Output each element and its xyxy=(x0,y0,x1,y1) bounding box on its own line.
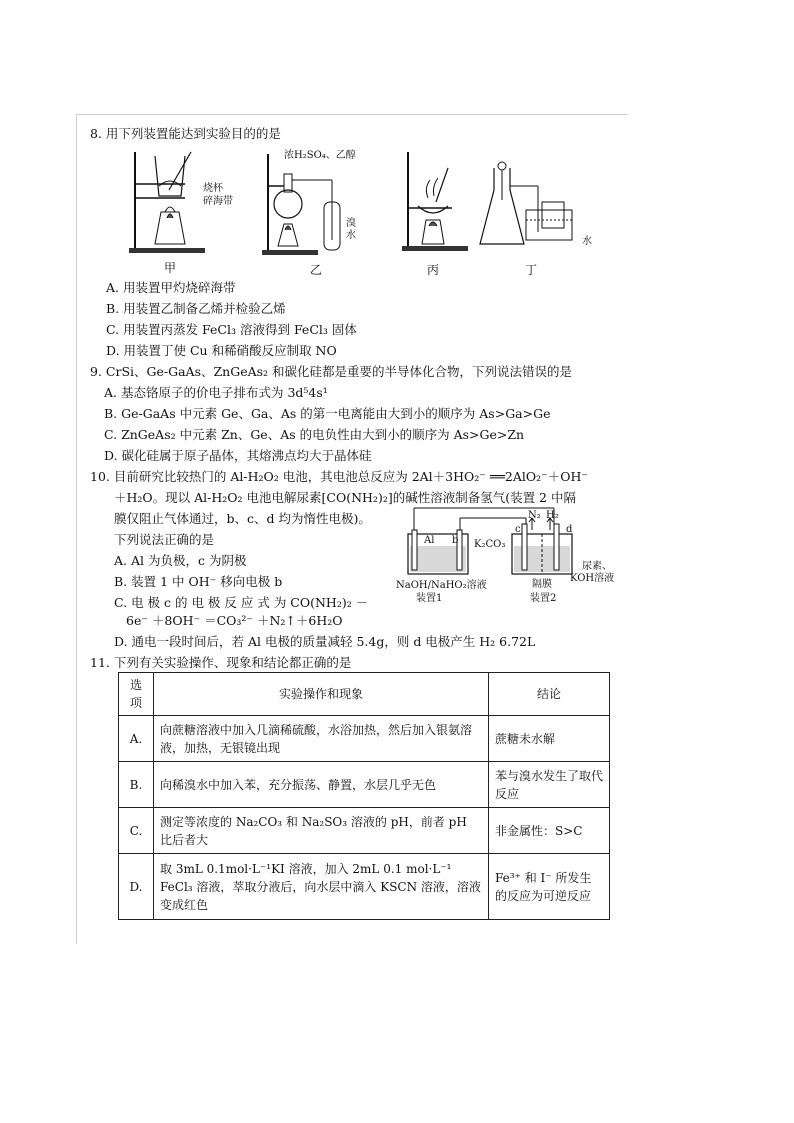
q8-option-b: B. 用装置乙制备乙烯并检验乙烯 xyxy=(106,301,286,316)
caption-jia: 甲 xyxy=(164,261,177,275)
electrode-c-label: c xyxy=(515,524,521,535)
q10-line-2: ＋H₂O。现以 Al-H₂O₂ 电池电解尿素[CO(NH₂)₂]的碱性溶液制备氢气(装置 2 中隔 xyxy=(114,490,576,505)
q9-option-a: A. 基态铬原子的价电子排布式为 3d⁵4s¹ xyxy=(104,385,328,400)
caption-yi: 乙 xyxy=(310,263,323,277)
table-row xyxy=(119,854,610,920)
table-header-row xyxy=(119,673,610,716)
electrode-al-label: Al xyxy=(424,535,435,546)
q9-option-c: C. ZnGeAs₂ 中元素 Zn、Ge、As 的电负性由大到小的顺序为 As>Ge>Zn xyxy=(104,427,525,442)
label-seaweed: 碎海带 xyxy=(203,196,233,207)
electrode-d-label: d xyxy=(566,524,573,535)
gas-h2-label: H₂ xyxy=(546,510,559,521)
label-reagents: 浓H₂SO₄、乙醇 xyxy=(284,150,356,161)
apparatus-yi-diagram xyxy=(262,150,354,258)
q11-table xyxy=(118,672,610,920)
membrane-label: 隔膜 xyxy=(532,579,552,590)
device-2-label: 装置2 xyxy=(530,593,557,604)
row-d-conclusion: Fe³⁺ 和 I⁻ 所发生的反应为可逆反应 xyxy=(489,854,610,920)
row-a-conclusion: 蔗糖未水解 xyxy=(489,716,610,762)
q8-stem: 8. 用下列装置能达到实验目的的是 xyxy=(90,126,281,141)
q10-line-4: 下列说法正确的是 xyxy=(114,532,215,547)
q10-option-b: B. 装置 1 中 OH⁻ 移向电极 b xyxy=(114,574,283,589)
row-b-operation: 向稀溴水中加入苯，充分振荡、静置，水层几乎无色 xyxy=(154,762,489,808)
caption-ding: 丁 xyxy=(525,263,538,277)
urea-label-1: 尿素、 xyxy=(582,561,612,572)
urea-label-2: KOH溶液 xyxy=(570,573,615,584)
q10-option-d: D. 通电一段时间后，若 Al 电极的质量减轻 5.4g，则 d 电极产生 H₂ 6.72L xyxy=(114,634,536,649)
gas-n2-label: N₂ xyxy=(528,510,541,521)
q11-stem: 11. 下列有关实验操作、现象和结论都正确的是 xyxy=(90,655,352,670)
row-c-operation: 测定等浓度的 Na₂CO₃ 和 Na₂SO₃ 溶液的 pH，前者 pH 比后者大 xyxy=(154,808,489,854)
row-c-conclusion: 非金属性：S>C xyxy=(489,808,610,854)
header-conclusion: 结论 xyxy=(489,673,610,716)
header-option: 选项 xyxy=(119,673,154,716)
row-b-conclusion: 苯与溴水发生了取代反应 xyxy=(489,762,610,808)
label-bromine-2: 水 xyxy=(346,230,356,241)
q9-option-b: B. Ge-GaAs 中元素 Ge、Ga、As 的第一电离能由大到小的顺序为 As>Ga>Ge xyxy=(104,406,551,421)
q10-line-1: 10. 目前研究比较热门的 Al-H₂O₂ 电池，其电池总反应为 2Al＋3HO₂⁻ ══2AlO₂⁻＋OH⁻ xyxy=(90,469,588,484)
q9-option-d: D. 碳化硅属于原子晶体，其熔沸点均大于晶体硅 xyxy=(104,448,372,463)
device-1-label: 装置1 xyxy=(416,593,443,604)
electrode-b-label: b xyxy=(452,535,459,546)
row-c-option: C. xyxy=(119,808,154,854)
solution-1-label: NaOH/NaHO₂溶液 xyxy=(396,580,487,591)
label-beaker: 烧杯 xyxy=(203,183,223,194)
page-border-top xyxy=(76,114,628,115)
k2co3-label: K₂CO₃ xyxy=(474,539,506,550)
header-operation: 实验操作和现象 xyxy=(154,673,489,716)
q8-option-d: D. 用装置丁使 Cu 和稀硝酸反应制取 NO xyxy=(106,343,337,358)
q10-option-c-cont: 6e⁻ ＋8OH⁻ ＝CO₃²⁻ ＋N₂↑＋6H₂O xyxy=(126,613,343,628)
caption-bing: 丙 xyxy=(427,263,440,277)
q10-option-c: C. 电 极 c 的 电 极 反 应 式 为 CO(NH₂)₂ － xyxy=(114,595,369,610)
q8-option-a: A. 用装置甲灼烧碎海带 xyxy=(106,280,236,295)
row-a-operation: 向蔗糖溶液中加入几滴稀硫酸，水浴加热，然后加入银氨溶液，加热，无银镜出现 xyxy=(154,716,489,762)
row-a-option: A. xyxy=(119,716,154,762)
row-d-operation: 取 3mL 0.1mol·L⁻¹KI 溶液，加入 2mL 0.1 mol·L⁻¹ FeCl₃ 溶液，萃取分液后，向水层中滴入 KSCN 溶液，溶液变成红色 xyxy=(154,854,489,920)
table-row xyxy=(119,808,610,854)
q10-line-3: 膜仅阻止气体通过，b、c、d 均为惰性电极)。 xyxy=(114,511,371,526)
apparatus-bing-diagram xyxy=(400,148,472,254)
table-row xyxy=(119,762,610,808)
q8-option-c: C. 用装置丙蒸发 FeCl₃ 溶液得到 FeCl₃ 固体 xyxy=(106,322,357,337)
row-d-option: D. xyxy=(119,854,154,920)
q10-option-a: A. Al 为负极，c 为阴极 xyxy=(114,553,247,568)
apparatus-ding-diagram xyxy=(478,160,578,252)
row-b-option: B. xyxy=(119,762,154,808)
label-water: 水 xyxy=(582,236,592,247)
q9-stem: 9. CrSi、Ge-GaAs、ZnGeAs₂ 和碳化硅都是重要的半导体化合物，下列说法错误的是 xyxy=(90,364,573,379)
apparatus-jia-diagram xyxy=(125,146,205,256)
label-bromine-1: 溴 xyxy=(346,218,356,229)
page-border-left xyxy=(76,114,77,944)
table-row xyxy=(119,716,610,762)
